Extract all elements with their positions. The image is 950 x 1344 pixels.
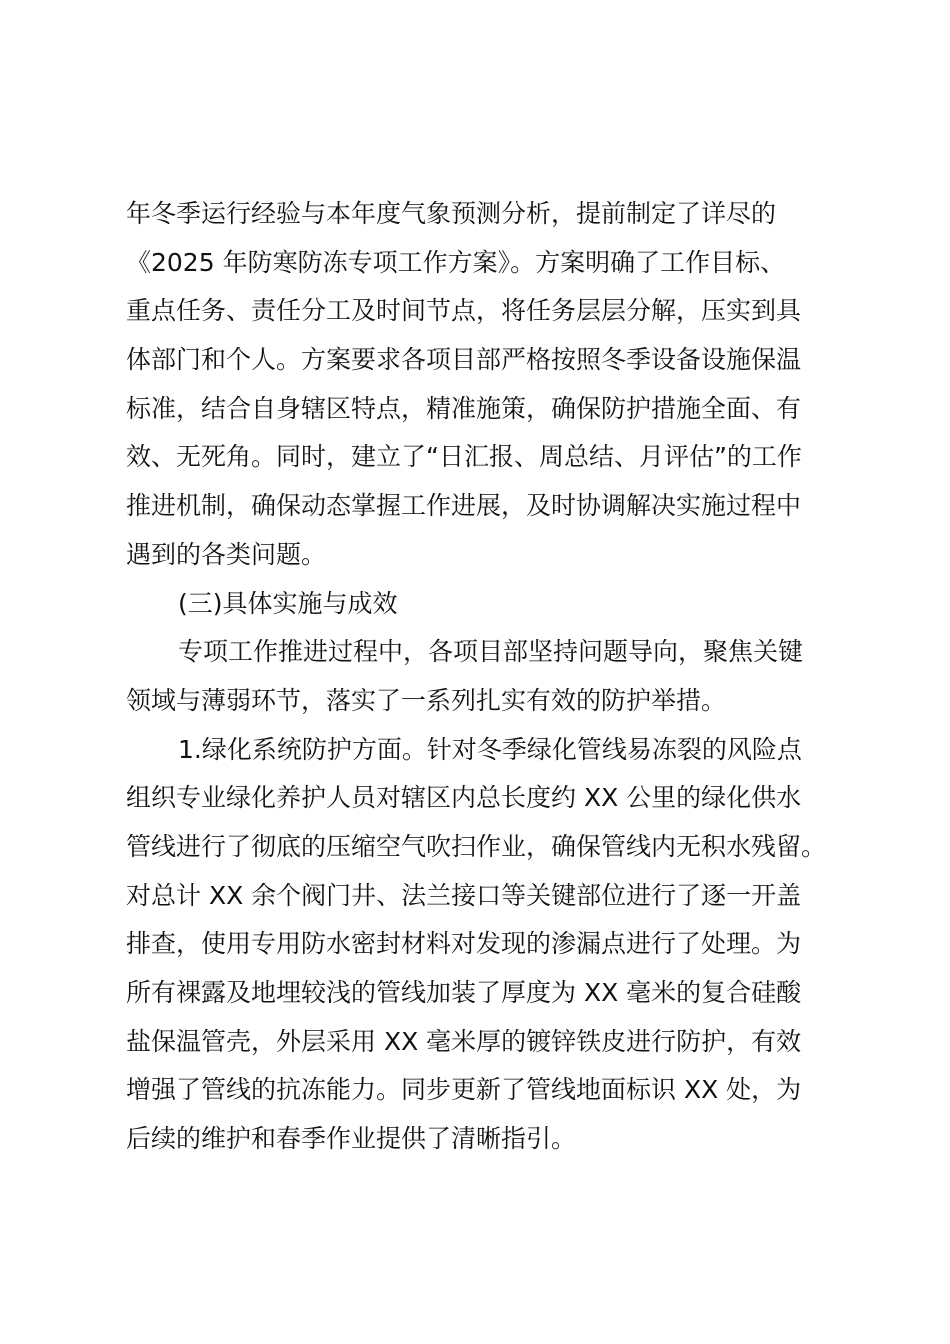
paragraph-line: 专项工作推进过程中，各项目部坚持问题导向，聚焦关键 — [178, 637, 804, 667]
paragraph-line: 管线进行了彻底的压缩空气吹扫作业，确保管线内无积水残留。 — [126, 831, 827, 861]
paragraph-line: 效、无死角。同时，建立了“日汇报、周总结、月评估”的工作 — [126, 442, 802, 472]
paragraph-line: 排查，使用专用防水密封材料对发现的渗漏点进行了处理。为 — [126, 929, 802, 959]
paragraph-line: 遇到的各类问题。 — [126, 539, 327, 569]
paragraph-line: 年冬季运行经验与本年度气象预测分析，提前制定了详尽的 — [126, 199, 777, 228]
section-heading: (三)具体实施与成效 — [178, 588, 398, 618]
paragraph-line: 组织专业绿化养护人员对辖区内总长度约 XX 公里的绿化供水 — [126, 783, 802, 813]
paragraph-line: 标准，结合自身辖区特点，精准施策，确保防护措施全面、有 — [126, 393, 802, 423]
paragraph-line: 1.绿化系统防护方面。针对冬季绿化管线易冻裂的风险点 — [178, 734, 802, 764]
paragraph-line: 推进机制，确保动态掌握工作进展，及时协调解决实施过程中 — [126, 491, 802, 521]
paragraph-line: 《2025 年防寒防冻专项工作方案》。方案明确了工作目标、 — [126, 247, 786, 277]
document-body — [126, 190, 846, 1164]
paragraph-line: 对总计 XX 余个阀门井、法兰接口等关键部位进行了逐一开盖 — [126, 880, 802, 910]
paragraph-line: 所有裸露及地埋较浅的管线加装了厚度为 XX 毫米的复合硅酸 — [126, 978, 802, 1007]
paragraph-line: 增强了管线的抗冻能力。同步更新了管线地面标识 XX 处，为 — [126, 1075, 802, 1105]
paragraph-line: 盐保温管壳，外层采用 XX 毫米厚的镀锌铁皮进行防护，有效 — [126, 1026, 802, 1056]
paragraph-line: 后续的维护和春季作业提供了清晰指引。 — [126, 1124, 577, 1154]
paragraph-line: 体部门和个人。方案要求各项目部严格按照冬季设备设施保温 — [126, 345, 802, 375]
paragraph-line: 领域与薄弱环节，落实了一系列扎实有效的防护举措。 — [126, 685, 727, 715]
paragraph-line: 重点任务、责任分工及时间节点，将任务层层分解，压实到具 — [126, 296, 802, 326]
